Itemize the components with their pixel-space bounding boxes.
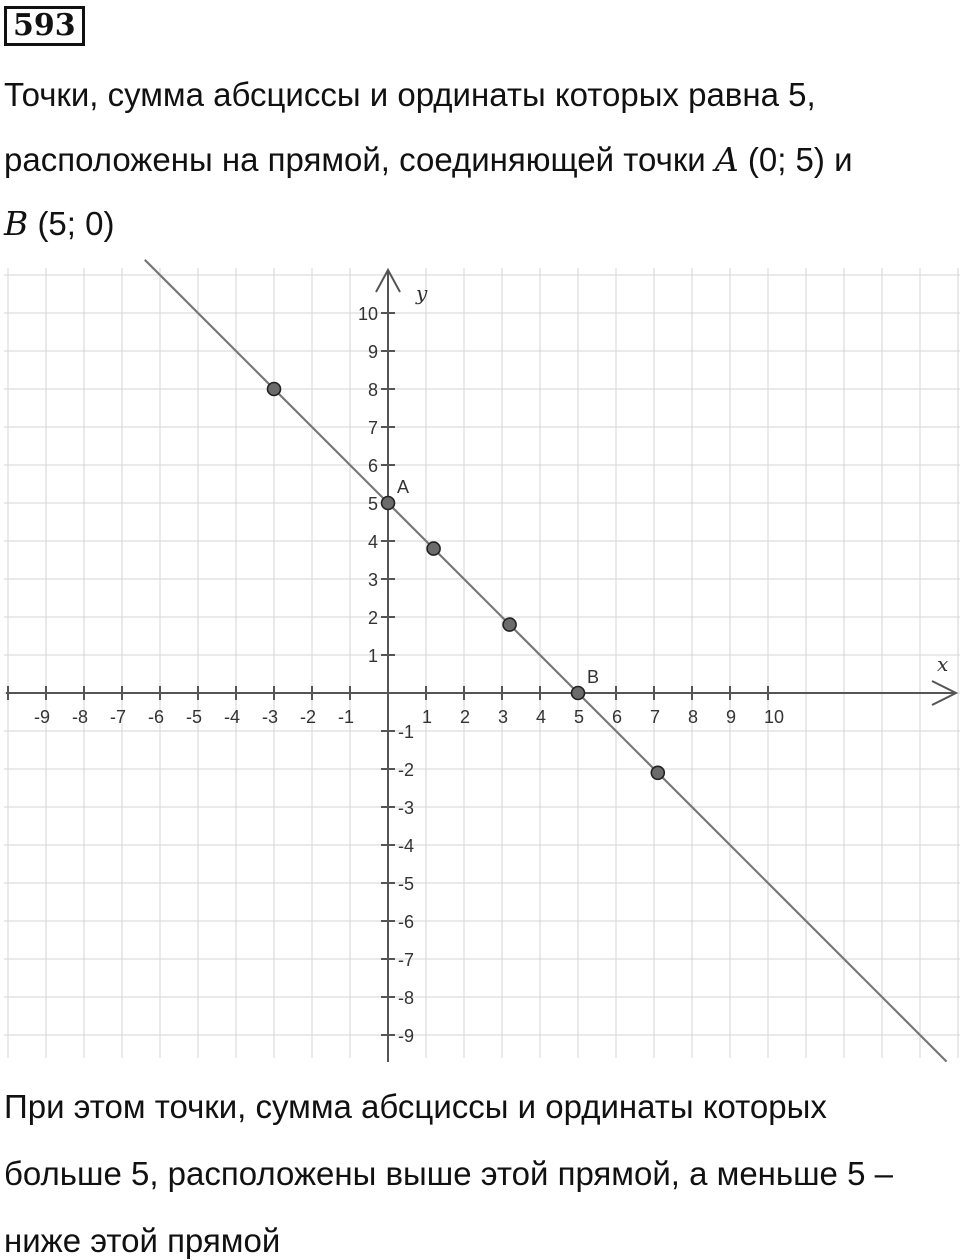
coordinate-plane xyxy=(0,258,960,1063)
x-tick-label: 4 xyxy=(536,707,547,727)
x-tick-label: 9 xyxy=(726,707,737,727)
conclusion-line-1: При этом точки, сумма абсциссы и ординаты которых xyxy=(4,1088,827,1125)
tick-labels xyxy=(34,281,948,1046)
y-tick-label: 8 xyxy=(367,380,378,400)
point-a-coords: (0; 5) и xyxy=(747,141,853,178)
x-tick-label: 3 xyxy=(498,707,509,727)
x-tick-label: -1 xyxy=(338,707,355,727)
x-tick-label: 6 xyxy=(612,707,623,727)
point xyxy=(651,766,664,779)
x-tick-label: 7 xyxy=(650,707,661,727)
y-tick-label: 1 xyxy=(367,646,378,666)
x-tick-label: 2 xyxy=(460,707,471,727)
x-tick-label: -4 xyxy=(224,707,241,727)
x-tick-label: -5 xyxy=(186,707,203,727)
y-tick-label: 9 xyxy=(367,342,378,362)
point xyxy=(268,383,281,396)
point-a xyxy=(382,497,395,510)
y-tick-label: -1 xyxy=(398,722,415,742)
y-axis-label: y xyxy=(416,281,428,305)
point-b-coords: (5; 0) xyxy=(37,205,115,242)
problem-number: 593 xyxy=(4,6,85,46)
x-tick-label: -2 xyxy=(300,707,317,727)
conclusion-line-3: ниже этой прямой xyxy=(4,1222,281,1259)
y-tick-label: -5 xyxy=(398,874,415,894)
y-tick-label: -8 xyxy=(398,988,415,1008)
x-tick-label: -7 xyxy=(110,707,127,727)
intro-line-1: Точки, сумма абсциссы и ординаты которых равна 5, xyxy=(4,76,816,113)
y-tick-label: 3 xyxy=(367,570,378,590)
point-label-a: A xyxy=(397,477,410,497)
intro-line-2-text: расположены на прямой, соединяющей точки xyxy=(4,141,706,178)
x-tick-label: -3 xyxy=(262,707,279,727)
point-a-name: A xyxy=(714,140,739,179)
conclusion-line-2: больше 5, расположены выше этой прямой, а меньше 5 – xyxy=(4,1155,893,1192)
y-tick-label: -4 xyxy=(398,836,415,856)
y-tick-label: 7 xyxy=(367,418,378,438)
x-tick-label: 5 xyxy=(574,707,585,727)
intro-line-2 xyxy=(4,140,853,179)
x-axis-label: x xyxy=(937,652,949,676)
x-tick-label: -6 xyxy=(148,707,165,727)
y-tick-label: 5 xyxy=(367,494,378,514)
y-tick-label: 4 xyxy=(367,532,378,552)
point-label-b: B xyxy=(587,667,600,687)
x-tick-label: -8 xyxy=(72,707,89,727)
y-tick-label: -7 xyxy=(398,950,415,970)
y-tick-label: -2 xyxy=(398,760,415,780)
y-tick-label: -6 xyxy=(398,912,415,932)
x-tick-label: 1 xyxy=(422,707,433,727)
x-tick-label: 8 xyxy=(688,707,699,727)
y-tick-label: 6 xyxy=(367,456,378,476)
point xyxy=(427,542,440,555)
y-tick-label: 10 xyxy=(357,304,378,324)
point-b-name: B xyxy=(4,204,29,243)
point xyxy=(503,618,516,631)
line-x-plus-y-equals-5 xyxy=(145,260,947,1062)
grid xyxy=(4,268,960,1058)
y-tick-label: -9 xyxy=(398,1026,415,1046)
intro-line-3 xyxy=(4,204,114,243)
line-x-plus-y-equals-5-path xyxy=(145,260,947,1062)
y-tick-label: -3 xyxy=(398,798,415,818)
y-tick-label: 2 xyxy=(367,608,378,628)
x-tick-label: -9 xyxy=(34,707,51,727)
x-tick-label: 10 xyxy=(764,707,785,727)
point-b xyxy=(572,687,585,700)
